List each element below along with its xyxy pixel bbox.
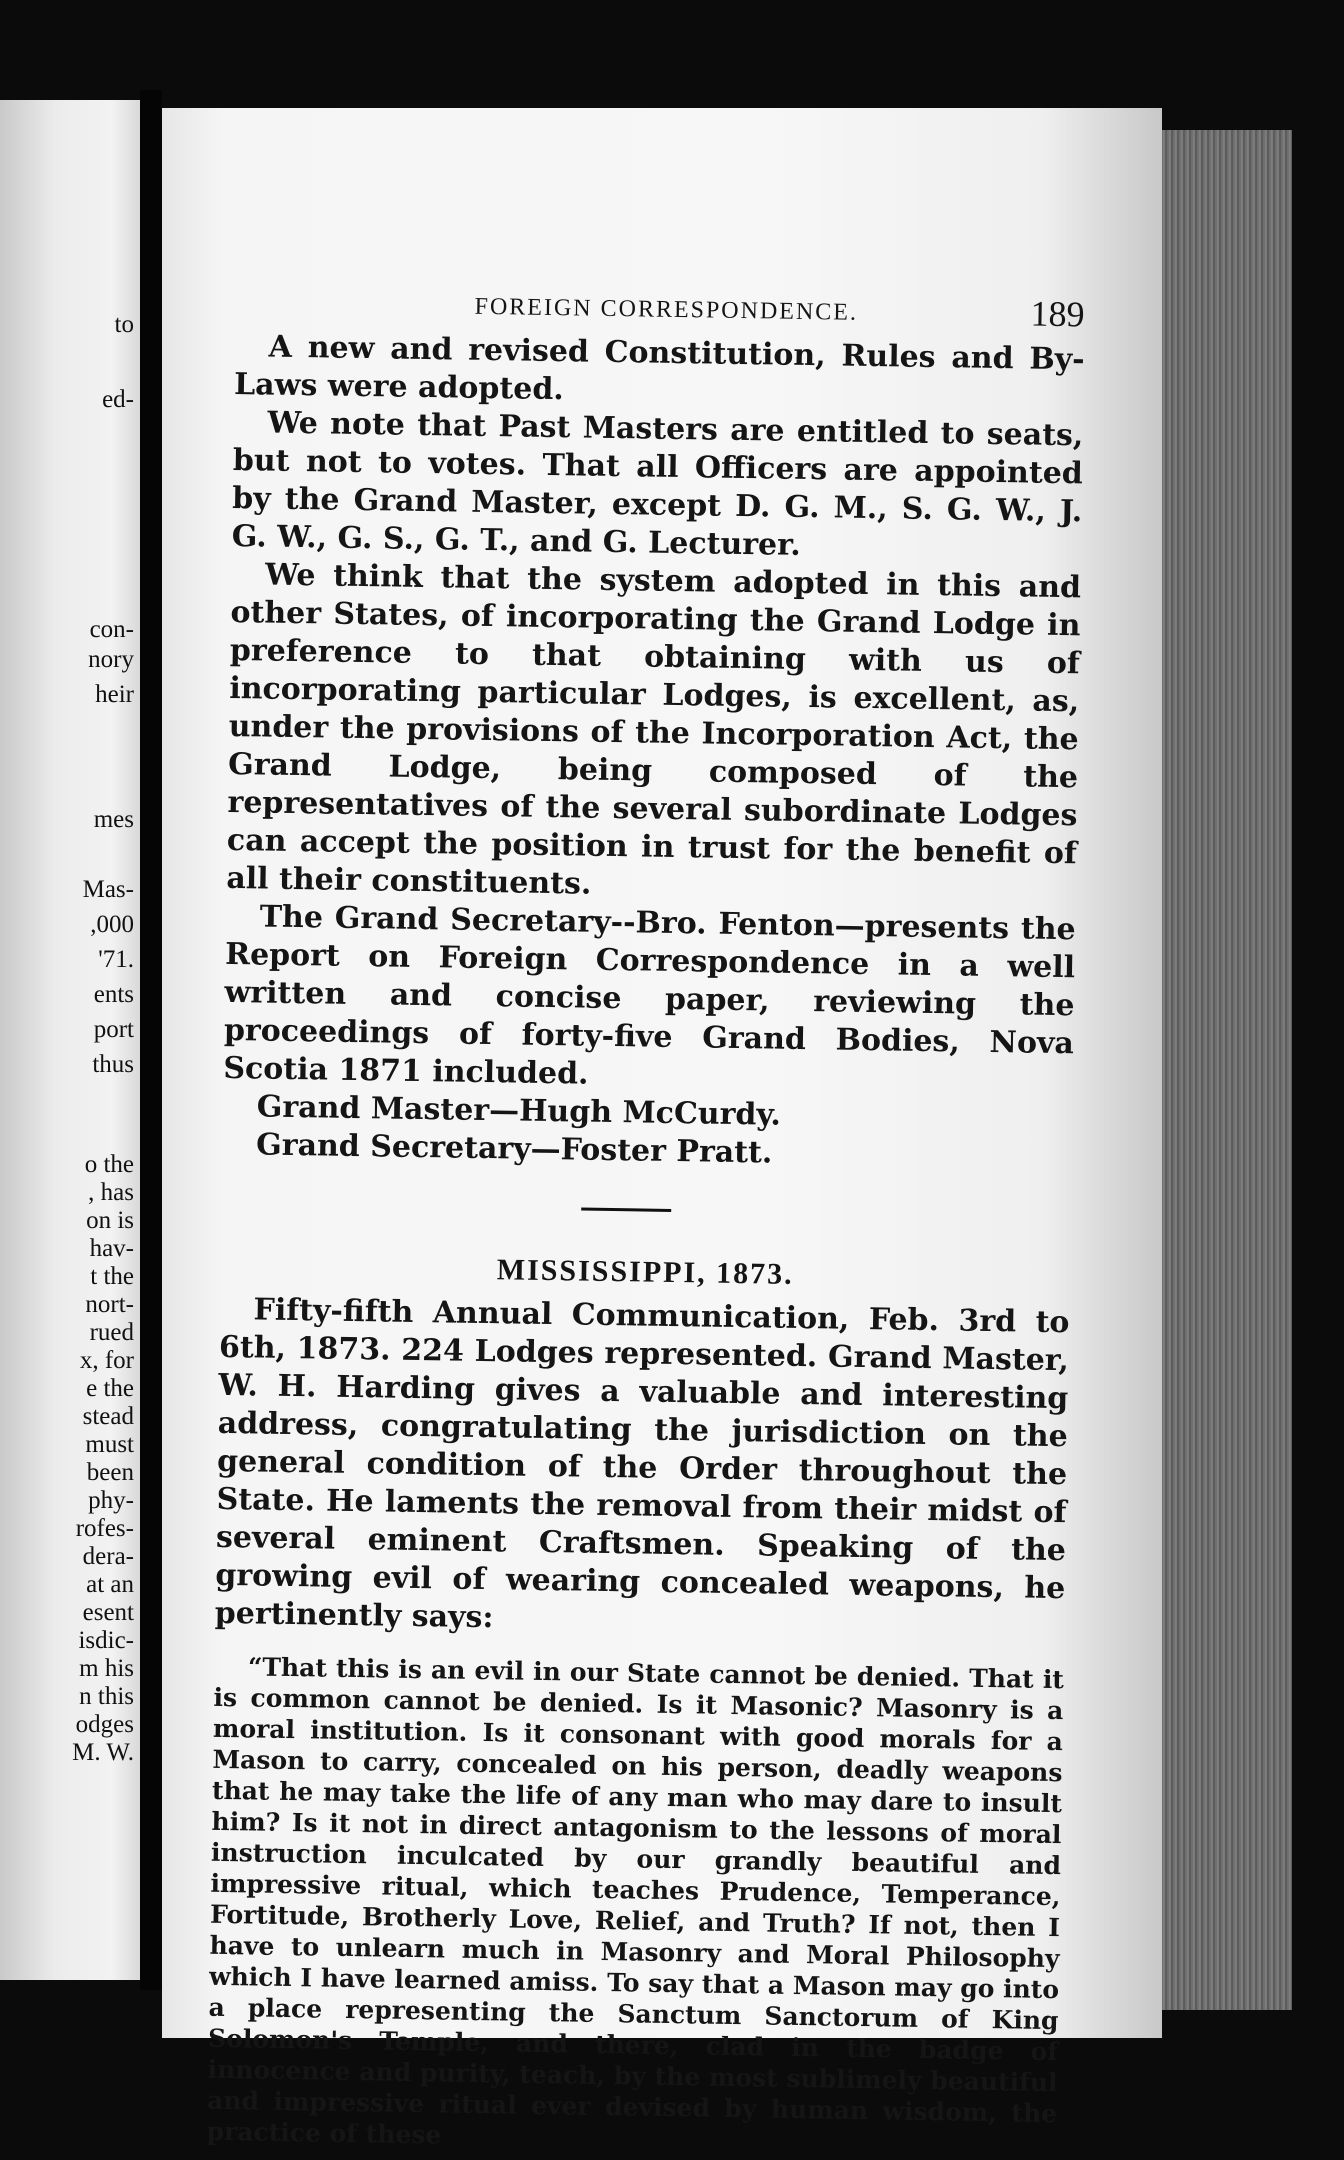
- facing-line-21: e the: [86, 1375, 134, 1402]
- facing-line-27: dera-: [82, 1543, 134, 1570]
- facing-line-3: con-: [89, 616, 134, 643]
- facing-line-31: m his: [79, 1655, 134, 1682]
- facing-line-17: t the: [90, 1263, 134, 1290]
- paragraph-annual-communication: Fifty-fifth Annual Communication, Feb. 3rd to 6th, 1873. 224 Lodges represented. Grand Master, W. H. Harding gives a valuable and interesting address, congratulating the jurisdiction on the general condition of the Order throughout the State. He laments the removal from their midst of several eminent Craftsmen. Speaking of the growing evil of wearing concealed weapons, he pertinently says:: [214, 1292, 1070, 1636]
- paragraph-past-masters: We note that Past Masters are entitled to seats, but not to votes. That all Officers are appointed by the Grand Master, except D. G. M., S. G. W., J. G. W., G. S., G. T., and G. Lecturer.: [231, 405, 1084, 563]
- paragraph-constitution: A new and revised Constitution, Rules and By-Laws were adopted.: [233, 329, 1085, 408]
- facing-line-18: nort-: [85, 1291, 134, 1318]
- paragraph-incorporation: We think that the system adopted in this and other States, of incorporating the Grand Lodge in preference to that obtaining with us of incorporating particular Lodges, is excellent, as, under the provisions of the Incorporation Act, the Grand Lodge, being composed of the representatives of the several subordinate Lodges can accept the position in trust for the benefit of all their constituents.: [226, 557, 1082, 902]
- facing-line-33: odges: [75, 1711, 134, 1738]
- section-divider: [581, 1208, 671, 1212]
- facing-line-1: to: [114, 311, 134, 338]
- body-text: [206, 328, 1084, 2160]
- page-stack-edge: [1162, 130, 1292, 2010]
- facing-line-14: , has: [88, 1179, 134, 1206]
- facing-line-24: been: [86, 1459, 134, 1486]
- facing-line-12: thus: [92, 1051, 134, 1078]
- facing-line-13: o the: [84, 1151, 134, 1178]
- facing-line-10: ents: [93, 981, 134, 1008]
- facing-line-9: '71.: [98, 946, 134, 973]
- facing-line-30: isdic-: [78, 1627, 134, 1654]
- facing-line-34: M. W.: [72, 1739, 134, 1766]
- facing-line-23: must: [85, 1431, 134, 1458]
- facing-line-28: at an: [86, 1571, 134, 1598]
- facing-line-25: phy-: [88, 1487, 134, 1514]
- officer-grand-secretary: Grand Secretary—Foster Pratt.: [255, 1127, 773, 1171]
- page-number: 189: [1030, 293, 1085, 335]
- facing-line-16: hav-: [89, 1235, 134, 1262]
- facing-line-32: n this: [79, 1683, 134, 1710]
- section-heading: MISSISSIPPI, 1873.: [496, 1253, 794, 1291]
- facing-line-6: mes: [93, 806, 134, 833]
- facing-line-20: x, for: [79, 1347, 134, 1374]
- facing-line-7: Mas-: [82, 876, 134, 903]
- quoted-address: “That this is an evil in our State cannot be denied. That it is common cannot be denied. Is it Masonic? Masonry is a moral institution. Is it consonant with good morals for a Mason to carry, concealed on his person, deadly weapons that he may take the life of any man who may dare to insult him? Is it not in direct antagonism to the lessons of moral instruction inculcated by our grandly beautiful and impressive ritual, which teaches Prudence, Temperance, Fortitude, Brotherly Love, Relief, and Truth? If not, then I have to unlearn much in Masonry and Moral Philosophy which I have learned amiss. To say that a Mason may go into a place representing the Sanctum Sanctorum of King Solomon's Temple, and there, clad in the badge of innocence and purity, teach, by the most sublimely beautiful and impressive ritual ever devised by human wisdom, the practice of these: [206, 1652, 1065, 2150]
- facing-line-22: stead: [82, 1403, 134, 1430]
- running-head-title: FOREIGN CORRESPONDENCE.: [474, 293, 859, 326]
- officer-grand-master: Grand Master—Hugh McCurdy.: [256, 1089, 782, 1133]
- page-content: [206, 280, 1085, 2150]
- book-gutter: [140, 90, 162, 1990]
- facing-line-2: ed-: [102, 386, 134, 413]
- facing-page-fragment: [0, 100, 140, 1980]
- facing-line-29: esent: [82, 1599, 134, 1626]
- paragraph-grand-secretary: The Grand Secretary--Bro. Fenton—presents the Report on Foreign Correspondence in a well written and concise paper, reviewing the proceedings of forty-five Grand Bodies, Nova Scotia 1871 included.: [223, 899, 1076, 1092]
- facing-line-4: nory: [88, 646, 134, 673]
- facing-line-8: ,000: [90, 911, 134, 938]
- facing-line-11: port: [93, 1016, 134, 1043]
- facing-line-5: heir: [95, 681, 134, 708]
- facing-line-19: rued: [89, 1319, 134, 1346]
- facing-line-15: on is: [86, 1207, 134, 1234]
- facing-line-26: rofes-: [75, 1515, 134, 1542]
